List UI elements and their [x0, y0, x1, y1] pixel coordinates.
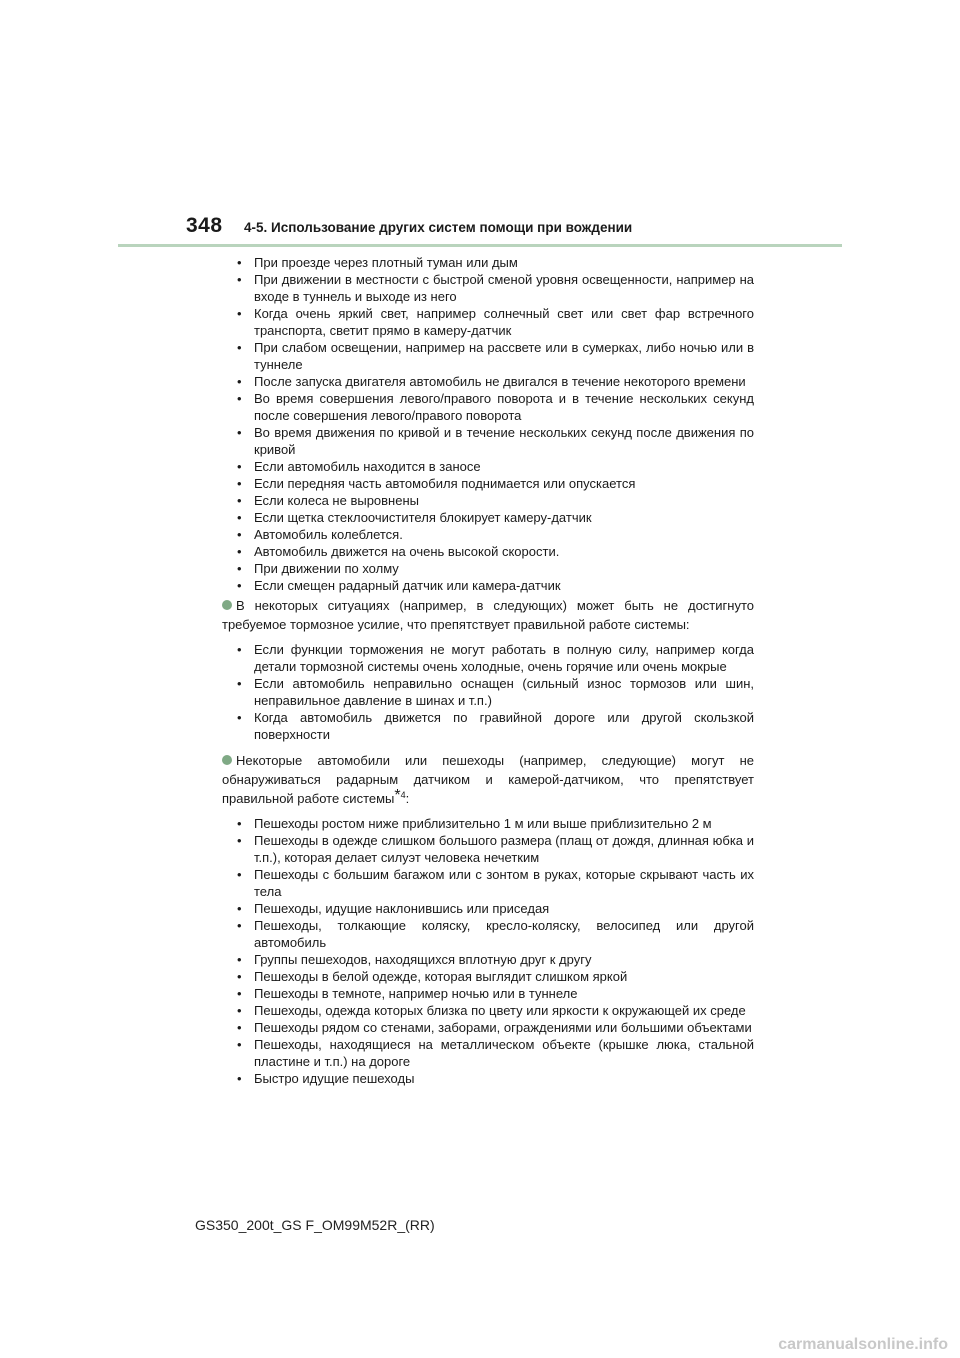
- paragraph-text: В некоторых ситуациях (например, в следующих) может быть не достигнуто требуемое тормозное усилие, что препятствует правильной работе системы:: [222, 598, 754, 632]
- list-item: • После запуска двигателя автомобиль не двигался в течение некоторого времени: [234, 373, 754, 390]
- header-divider: [118, 244, 842, 247]
- list-item: • Пешеходы ростом ниже приблизительно 1 м или выше приблизительно 2 м: [234, 815, 754, 832]
- list-item: • Когда автомобиль движется по гравийной дороге или другой скользкой поверхности: [234, 709, 754, 743]
- footnote-ref: *4: [394, 786, 406, 804]
- list-item: • Группы пешеходов, находящихся вплотную друг к другу: [234, 951, 754, 968]
- list-item: • Если колеса не выровнены: [234, 492, 754, 509]
- list-item: • Пешеходы, толкающие коляску, кресло-коляску, велосипед или другой автомобиль: [234, 917, 754, 951]
- footer-model-code: GS350_200t_GS F_OM99M52R_(RR): [195, 1217, 435, 1233]
- paragraph-braking-force: [222, 596, 754, 634]
- list-item: • Пешеходы с большим багажом или с зонтом в руках, которые скрывают часть их тела: [234, 866, 754, 900]
- list-item: • Пешеходы в белой одежде, которая выглядит слишком яркой: [234, 968, 754, 985]
- list-item: • При движении по холму: [234, 560, 754, 577]
- watermark: carmanualsonline.info: [778, 1336, 948, 1353]
- paragraph-detection: Некоторые автомобили или пешеходы (например, следующие) могут не обнаруживаться радарным датчиком и камерой-датчиком, что препятствует правильной работе системы$^{*4}$:: [222, 753, 754, 806]
- circle-bullet-icon: [222, 600, 232, 610]
- list-item: • Пешеходы, идущие наклонившись или приседая: [234, 900, 754, 917]
- list-item: • Во время совершения левого/правого поворота и в течение нескольких секунд после совершения левого/правого поворота: [234, 390, 754, 424]
- list-item: • Автомобиль движется на очень высокой скорости.: [234, 543, 754, 560]
- list-item: • При движении в местности с быстрой сменой уровня освещенности, например на входе в туннель и выходе из него: [234, 271, 754, 305]
- conditions-list: [222, 254, 754, 594]
- list-item: • Если передняя часть автомобиля поднимается или опускается: [234, 475, 754, 492]
- list-item: • Если функции торможения не могут работать в полную силу, например когда детали тормозной системы очень холодные, очень горячие или очень мокрые: [234, 641, 754, 675]
- list-item: • Во время движения по кривой и в течение нескольких секунд после движения по кривой: [234, 424, 754, 458]
- list-item: • Если смещен радарный датчик или камера-датчик: [234, 577, 754, 594]
- list-item: • Пешеходы, находящиеся на металлическом объекте (крышке люка, стальной пластине и т.п.) на дороге: [234, 1036, 754, 1070]
- page-number: 348: [186, 214, 223, 237]
- list-item: • Пешеходы, одежда которых близка по цвету или яркости к окружающей их среде: [234, 1002, 754, 1019]
- list-item: • Пешеходы в одежде слишком большого размера (плащ от дождя, длинная юбка и т.п.), которая делает силуэт человека нечетким: [234, 832, 754, 866]
- circle-bullet-icon: [222, 755, 232, 765]
- list-item: • Пешеходы в темноте, например ночью или в туннеле: [234, 985, 754, 1002]
- list-item: • При слабом освещении, например на рассвете или в сумерках, либо ночью или в туннеле: [234, 339, 754, 373]
- braking-conditions-list: [222, 641, 754, 743]
- pedestrian-list: [222, 815, 754, 1087]
- main-content: [222, 254, 754, 1087]
- list-item: • Если щетка стеклоочистителя блокирует камеру-датчик: [234, 509, 754, 526]
- list-item: • Автомобиль колеблется.: [234, 526, 754, 543]
- list-item: • Пешеходы рядом со стенами, заборами, ограждениями или большими объектами: [234, 1019, 754, 1036]
- section-title: 4-5. Использование других систем помощи при вождении: [244, 220, 633, 235]
- list-item: • Если автомобиль неправильно оснащен (сильный износ тормозов или шин, неправильное давление в шинах и т.п.): [234, 675, 754, 709]
- list-item: • Быстро идущие пешеходы: [234, 1070, 754, 1087]
- page-header: [0, 0, 960, 250]
- list-item: • При проезде через плотный туман или дым: [234, 254, 754, 271]
- list-item: • Если автомобиль находится в заносе: [234, 458, 754, 475]
- paragraph-text: Некоторые автомобили или пешеходы (например, следующие) могут не обнаруживаться радарным датчиком и камерой-датчиком, что препятствует правильной работе системы: [222, 753, 754, 806]
- list-item: • Когда очень яркий свет, например солнечный свет или свет фар встречного транспорта, светит прямо в камеру-датчик: [234, 305, 754, 339]
